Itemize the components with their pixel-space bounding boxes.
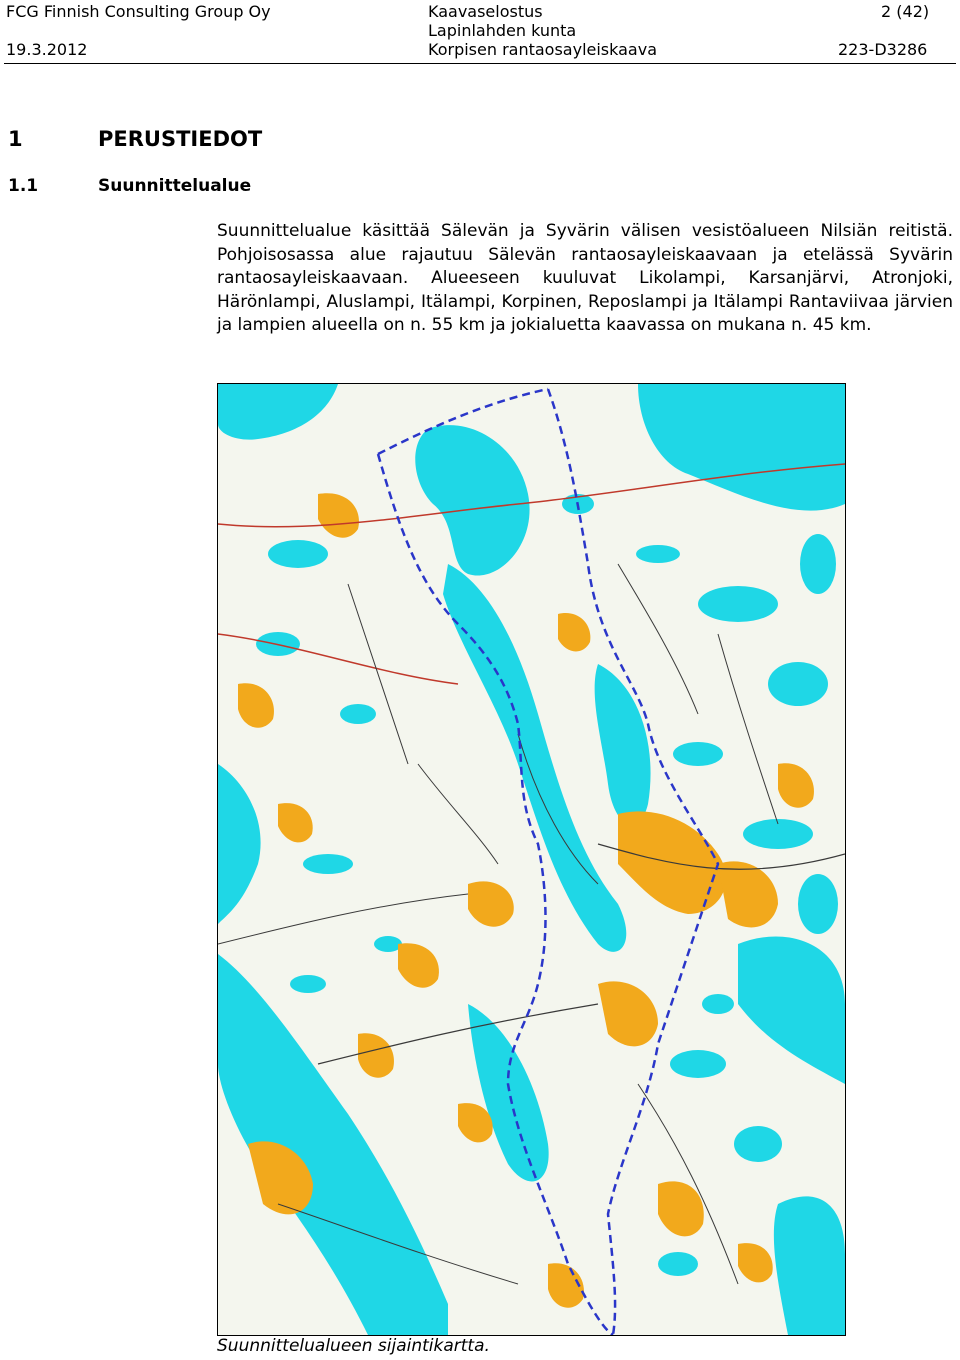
- header-doc-type: Kaavaselostus: [428, 2, 543, 21]
- section-title: PERUSTIEDOT: [98, 127, 263, 151]
- section-number: 1: [8, 127, 23, 151]
- header-date: 19.3.2012: [6, 40, 88, 59]
- header-municipality: Lapinlahden kunta: [428, 21, 577, 40]
- location-map: [217, 383, 846, 1336]
- header-plan-name: Korpisen rantaosayleiskaava: [428, 40, 658, 59]
- header-page-number: 2 (42): [881, 2, 930, 21]
- map-image: [218, 384, 845, 1335]
- subsection-title: Suunnittelualue: [98, 176, 252, 196]
- header-company: FCG Finnish Consulting Group Oy: [6, 2, 271, 21]
- header-doc-id: 223-D3286: [838, 40, 928, 59]
- header-divider: [4, 63, 956, 64]
- body-paragraph: Suunnittelualue käsittää Sälevän ja Syvärin välisen vesistöalueen Nilsiän reitistä. Pohjoisosassa alue rajautuu Sälevän rantaosayleiskaavaan ja etelässä Syvärin rantaosayleiskaavaan. Alueeseen kuuluvat Likolampi, Karsanjärvi, Atronjoki, Härönlampi, Aluslampi, Itälampi, Korpinen, Reposlampi ja Itälampi Rantaviivaa järvien ja lampien alueella on n. 55 km ja jokialuetta kaavassa on mukana n. 45 km.: [217, 221, 953, 335]
- map-caption: Suunnittelualueen sijaintikartta.: [217, 1336, 490, 1356]
- subsection-number: 1.1: [8, 176, 39, 196]
